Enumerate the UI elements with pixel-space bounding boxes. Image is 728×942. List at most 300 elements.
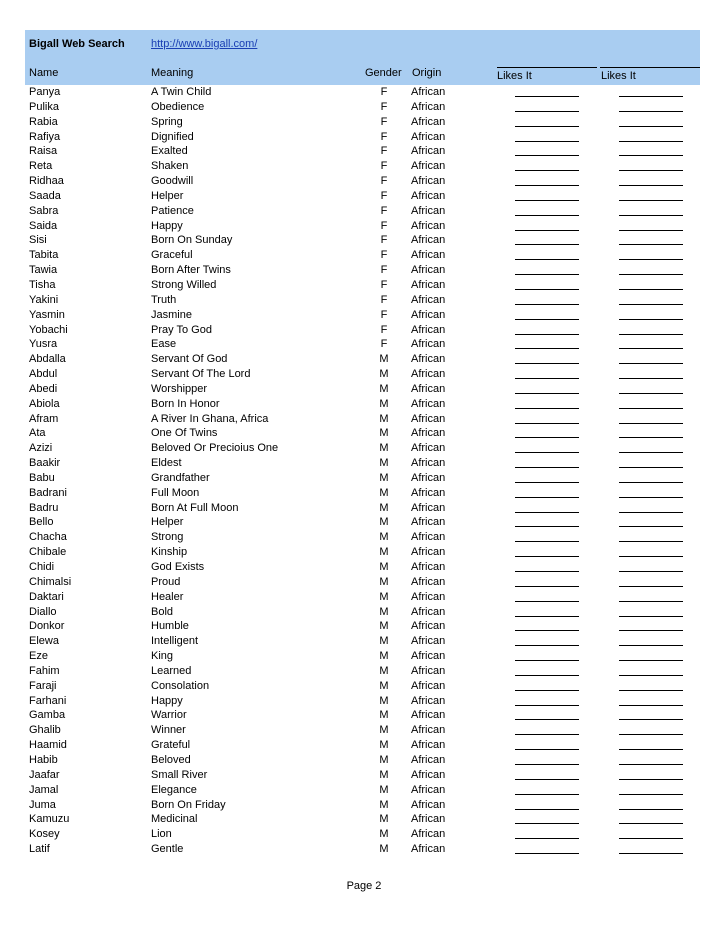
origin-cell: African xyxy=(411,115,446,128)
table-row xyxy=(25,233,700,248)
origin-cell: African xyxy=(411,724,446,737)
origin-cell: African xyxy=(411,353,446,366)
meaning-cell: Goodwill xyxy=(151,175,194,188)
gender-cell: M xyxy=(379,501,389,514)
table-row xyxy=(25,708,700,723)
gender-cell: F xyxy=(380,145,388,158)
gender-cell: M xyxy=(379,457,389,470)
column-header-name: Name xyxy=(29,67,59,79)
name-cell: Sabra xyxy=(29,204,59,217)
table-row xyxy=(25,204,700,219)
table-row xyxy=(25,827,700,842)
name-cell: Ridhaa xyxy=(29,175,64,188)
likes-it-blank-2 xyxy=(619,541,683,542)
gender-cell: M xyxy=(379,679,389,692)
table-row xyxy=(25,115,700,130)
gender-cell: M xyxy=(379,590,389,603)
likes-it-blank-1 xyxy=(515,541,579,542)
origin-cell: African xyxy=(411,382,446,395)
gender-cell: F xyxy=(380,249,388,262)
gender-cell: M xyxy=(379,739,389,752)
origin-cell: African xyxy=(411,219,446,232)
likes-it-blank-1 xyxy=(515,571,579,572)
origin-cell: African xyxy=(411,605,446,618)
origin-cell: African xyxy=(411,664,446,677)
table-row xyxy=(25,501,700,516)
meaning-cell: Born After Twins xyxy=(151,264,231,277)
name-cell: Rabia xyxy=(29,115,58,128)
gender-cell: M xyxy=(379,486,389,499)
origin-cell: African xyxy=(411,189,446,202)
likes-it-blank-1 xyxy=(515,853,579,854)
name-cell: Badru xyxy=(29,501,59,514)
meaning-cell: Ease xyxy=(151,338,177,351)
name-cell: Donkor xyxy=(29,620,65,633)
name-cell: Afram xyxy=(29,412,59,425)
likes-it-blank-2 xyxy=(619,719,683,720)
name-cell: Raisa xyxy=(29,145,58,158)
gender-cell: M xyxy=(379,694,389,707)
likes-it-blank-1 xyxy=(515,289,579,290)
table-row xyxy=(25,842,700,857)
table-row xyxy=(25,456,700,471)
column-header-origin: Origin xyxy=(412,67,442,79)
table-row xyxy=(25,219,700,234)
table-row xyxy=(25,664,700,679)
likes-it-blank-2 xyxy=(619,675,683,676)
table-row xyxy=(25,738,700,753)
gender-cell: M xyxy=(379,664,389,677)
likes-it-blank-2 xyxy=(619,705,683,706)
origin-cell: African xyxy=(411,709,446,722)
meaning-cell: Happy xyxy=(151,219,183,232)
name-cell: Fahim xyxy=(29,664,60,677)
gender-cell: M xyxy=(379,620,389,633)
name-cell: Abedi xyxy=(29,382,58,395)
name-cell: Gamba xyxy=(29,709,66,722)
meaning-cell: Obedience xyxy=(151,100,205,113)
meaning-cell: Truth xyxy=(151,293,177,306)
table-row xyxy=(25,323,700,338)
table-row xyxy=(25,634,700,649)
table-row xyxy=(25,412,700,427)
name-cell: Bello xyxy=(29,516,54,529)
table-row xyxy=(25,486,700,501)
likes-it-blank-2 xyxy=(619,170,683,171)
origin-cell: African xyxy=(411,427,446,440)
table-row xyxy=(25,530,700,545)
origin-cell: African xyxy=(411,501,446,514)
likes-it-blank-1 xyxy=(515,111,579,112)
name-cell: Faraji xyxy=(29,679,57,692)
name-cell: Eze xyxy=(29,650,48,663)
likes-it-blank-2 xyxy=(619,259,683,260)
origin-cell: African xyxy=(411,531,446,544)
likes-it-blank-1 xyxy=(515,660,579,661)
gender-cell: M xyxy=(379,843,389,856)
likes-it-blank-2 xyxy=(619,764,683,765)
table-row xyxy=(25,679,700,694)
likes-it-blank-1 xyxy=(515,794,579,795)
likes-it-blank-1 xyxy=(515,96,579,97)
likes-it-blank-1 xyxy=(515,690,579,691)
name-cell: Yasmin xyxy=(29,308,65,321)
gender-cell: F xyxy=(380,264,388,277)
likes-it-blank-1 xyxy=(515,244,579,245)
gender-cell: M xyxy=(379,635,389,648)
likes-it-blank-2 xyxy=(619,838,683,839)
likes-it-blank-1 xyxy=(515,705,579,706)
name-cell: Saada xyxy=(29,189,61,202)
likes-it-blank-1 xyxy=(515,200,579,201)
gender-cell: M xyxy=(379,353,389,366)
likes-it-blank-2 xyxy=(619,348,683,349)
gender-cell: F xyxy=(380,160,388,173)
gender-cell: M xyxy=(379,397,389,410)
origin-cell: African xyxy=(411,783,446,796)
gender-cell: M xyxy=(379,605,389,618)
gender-cell: F xyxy=(380,278,388,291)
likes-it-blank-1 xyxy=(515,586,579,587)
name-cell: Kosey xyxy=(29,828,60,841)
table-row xyxy=(25,144,700,159)
origin-cell: African xyxy=(411,739,446,752)
gender-cell: M xyxy=(379,783,389,796)
likes-it-blank-1 xyxy=(515,734,579,735)
table-row xyxy=(25,694,700,709)
gender-cell: M xyxy=(379,724,389,737)
meaning-cell: Helper xyxy=(151,516,184,529)
table-row xyxy=(25,426,700,441)
gender-cell: F xyxy=(380,86,388,98)
origin-cell: African xyxy=(411,160,446,173)
likes-it-blank-2 xyxy=(619,601,683,602)
origin-cell: African xyxy=(411,516,446,529)
likes-it-blank-1 xyxy=(515,452,579,453)
likes-it-blank-1 xyxy=(515,215,579,216)
name-cell: Yusra xyxy=(29,338,58,351)
meaning-cell: Intelligent xyxy=(151,635,199,648)
gender-cell: M xyxy=(379,471,389,484)
likes-it-blank-2 xyxy=(619,141,683,142)
likes-it-blank-1 xyxy=(515,304,579,305)
gender-cell: F xyxy=(380,234,388,247)
likes-it-blank-2 xyxy=(619,393,683,394)
table-row xyxy=(25,85,700,100)
names-table xyxy=(25,85,700,857)
table-row xyxy=(25,723,700,738)
name-cell: Panya xyxy=(29,86,61,98)
meaning-cell: Proud xyxy=(151,575,181,588)
likes-it-blank-2 xyxy=(619,289,683,290)
likes-it-blank-1 xyxy=(515,334,579,335)
meaning-cell: Healer xyxy=(151,590,184,603)
meaning-cell: Graceful xyxy=(151,249,193,262)
origin-cell: African xyxy=(411,249,446,262)
origin-cell: African xyxy=(411,768,446,781)
table-row xyxy=(25,100,700,115)
meaning-cell: Winner xyxy=(151,724,186,737)
table-row xyxy=(25,471,700,486)
likes-it-blank-1 xyxy=(515,274,579,275)
origin-cell: African xyxy=(411,175,446,188)
gender-cell: M xyxy=(379,382,389,395)
meaning-cell: King xyxy=(151,650,174,663)
meaning-cell: Helper xyxy=(151,189,184,202)
table-row xyxy=(25,382,700,397)
origin-cell: African xyxy=(411,813,446,826)
table-row xyxy=(25,649,700,664)
site-title: Bigall Web Search xyxy=(29,38,125,50)
likes-it-blank-2 xyxy=(619,779,683,780)
likes-it-blank-2 xyxy=(619,749,683,750)
table-row xyxy=(25,248,700,263)
likes-it-blank-2 xyxy=(619,378,683,379)
meaning-cell: Born On Sunday xyxy=(151,234,233,247)
likes-it-blank-2 xyxy=(619,304,683,305)
gender-cell: M xyxy=(379,427,389,440)
meaning-cell: Servant Of God xyxy=(151,353,228,366)
likes-it-blank-1 xyxy=(515,616,579,617)
origin-cell: African xyxy=(411,323,446,336)
name-cell: Chidi xyxy=(29,561,55,573)
likes-it-blank-2 xyxy=(619,423,683,424)
meaning-cell: Kinship xyxy=(151,546,188,559)
likes-it-blank-2 xyxy=(619,467,683,468)
likes-it-blank-2 xyxy=(619,794,683,795)
meaning-cell: Spring xyxy=(151,115,183,128)
origin-cell: African xyxy=(411,471,446,484)
name-cell: Abdul xyxy=(29,368,58,381)
likes-it-blank-1 xyxy=(515,423,579,424)
meaning-cell: Beloved Or Precioius One xyxy=(151,442,279,455)
likes-it-blank-2 xyxy=(619,126,683,127)
meaning-cell: Grandfather xyxy=(151,471,210,484)
likes-it-blank-2 xyxy=(619,571,683,572)
table-row xyxy=(25,397,700,412)
meaning-cell: Beloved xyxy=(151,753,191,766)
gender-cell: M xyxy=(379,561,389,573)
likes-it-blank-1 xyxy=(515,185,579,186)
table-row xyxy=(25,798,700,813)
likes-it-blank-1 xyxy=(515,809,579,810)
gender-cell: M xyxy=(379,442,389,455)
origin-cell: African xyxy=(411,561,446,573)
table-row xyxy=(25,560,700,575)
gender-cell: M xyxy=(379,753,389,766)
table-row xyxy=(25,590,700,605)
meaning-cell: Gentle xyxy=(151,843,184,856)
meaning-cell: Pray To God xyxy=(151,323,212,336)
origin-cell: African xyxy=(411,546,446,559)
likes-it-blank-2 xyxy=(619,334,683,335)
likes-it-blank-1 xyxy=(515,170,579,171)
origin-cell: African xyxy=(411,412,446,425)
table-row xyxy=(25,545,700,560)
table-row xyxy=(25,263,700,278)
name-cell: Habib xyxy=(29,753,58,766)
table-row xyxy=(25,337,700,352)
table-row xyxy=(25,367,700,382)
likes-it-blank-2 xyxy=(619,734,683,735)
meaning-cell: One Of Twins xyxy=(151,427,218,440)
gender-cell: M xyxy=(379,531,389,544)
origin-cell: African xyxy=(411,100,446,113)
name-cell: Tabita xyxy=(29,249,59,262)
table-row xyxy=(25,293,700,308)
gender-cell: M xyxy=(379,813,389,826)
likes-it-blank-1 xyxy=(515,556,579,557)
meaning-cell: God Exists xyxy=(151,561,205,573)
name-cell: Chimalsi xyxy=(29,575,72,588)
name-cell: Yakini xyxy=(29,293,59,306)
name-cell: Badrani xyxy=(29,486,67,499)
table-row xyxy=(25,174,700,189)
likes-it-blank-2 xyxy=(619,526,683,527)
table-row xyxy=(25,159,700,174)
column-header-gender: Gender xyxy=(365,67,402,79)
table-row xyxy=(25,812,700,827)
meaning-cell: Full Moon xyxy=(151,486,200,499)
likes-it-blank-1 xyxy=(515,749,579,750)
name-cell: Elewa xyxy=(29,635,59,648)
table-row xyxy=(25,441,700,456)
likes-it-blank-2 xyxy=(619,437,683,438)
gender-cell: F xyxy=(380,308,388,321)
gender-cell: F xyxy=(380,204,388,217)
likes-it-blank-2 xyxy=(619,586,683,587)
likes-it-blank-2 xyxy=(619,215,683,216)
likes-it-blank-2 xyxy=(619,823,683,824)
name-cell: Jaafar xyxy=(29,768,60,781)
meaning-cell: Born On Friday xyxy=(151,798,226,811)
likes-it-blank-2 xyxy=(619,482,683,483)
origin-cell: African xyxy=(411,694,446,707)
likes-it-blank-1 xyxy=(515,126,579,127)
table-row xyxy=(25,189,700,204)
meaning-cell: Patience xyxy=(151,204,194,217)
meaning-cell: Strong xyxy=(151,531,184,544)
name-cell: Jamal xyxy=(29,783,59,796)
likes-it-blank-2 xyxy=(619,809,683,810)
table-row xyxy=(25,768,700,783)
likes-it-blank-1 xyxy=(515,155,579,156)
name-cell: Yobachi xyxy=(29,323,68,336)
gender-cell: M xyxy=(379,516,389,529)
likes-it-1-rule xyxy=(497,67,597,68)
likes-it-blank-1 xyxy=(515,526,579,527)
table-row xyxy=(25,605,700,620)
meaning-cell: A River In Ghana, Africa xyxy=(151,412,269,425)
column-header-meaning: Meaning xyxy=(151,67,194,79)
gender-cell: M xyxy=(379,798,389,811)
origin-cell: African xyxy=(411,679,446,692)
origin-cell: African xyxy=(411,650,446,663)
origin-cell: African xyxy=(411,590,446,603)
likes-it-blank-1 xyxy=(515,319,579,320)
meaning-cell: Medicinal xyxy=(151,813,198,826)
origin-cell: African xyxy=(411,338,446,351)
origin-cell: African xyxy=(411,145,446,158)
name-cell: Ghalib xyxy=(29,724,61,737)
table-row xyxy=(25,619,700,634)
likes-it-blank-2 xyxy=(619,230,683,231)
name-cell: Saida xyxy=(29,219,58,232)
likes-it-blank-2 xyxy=(619,319,683,320)
table-row xyxy=(25,575,700,590)
likes-it-blank-1 xyxy=(515,719,579,720)
likes-it-blank-2 xyxy=(619,96,683,97)
origin-cell: African xyxy=(411,828,446,841)
gender-cell: F xyxy=(380,323,388,336)
name-cell: Sisi xyxy=(29,234,47,247)
meaning-cell: Eldest xyxy=(151,457,182,470)
likes-it-blank-2 xyxy=(619,185,683,186)
gender-cell: M xyxy=(379,575,389,588)
name-cell: Rafiya xyxy=(29,130,61,143)
likes-it-blank-2 xyxy=(619,200,683,201)
likes-it-blank-2 xyxy=(619,512,683,513)
likes-it-blank-2 xyxy=(619,111,683,112)
table-row xyxy=(25,515,700,530)
gender-cell: M xyxy=(379,709,389,722)
name-cell: Reta xyxy=(29,160,53,173)
gender-cell: F xyxy=(380,175,388,188)
name-cell: Ata xyxy=(29,427,46,440)
origin-cell: African xyxy=(411,620,446,633)
gender-cell: M xyxy=(379,828,389,841)
name-cell: Juma xyxy=(29,798,56,811)
origin-cell: African xyxy=(411,575,446,588)
likes-it-blank-2 xyxy=(619,497,683,498)
likes-it-blank-1 xyxy=(515,779,579,780)
likes-it-blank-1 xyxy=(515,838,579,839)
name-cell: Haamid xyxy=(29,739,67,752)
column-header-likes-it-2: Likes It xyxy=(601,70,636,82)
meaning-cell: Humble xyxy=(151,620,189,633)
likes-it-blank-1 xyxy=(515,393,579,394)
origin-cell: African xyxy=(411,264,446,277)
origin-cell: African xyxy=(411,293,446,306)
meaning-cell: Jasmine xyxy=(151,308,192,321)
origin-cell: African xyxy=(411,457,446,470)
meaning-cell: Born In Honor xyxy=(151,397,220,410)
gender-cell: M xyxy=(379,546,389,559)
meaning-cell: Consolation xyxy=(151,679,210,692)
name-cell: Kamuzu xyxy=(29,813,70,826)
table-row xyxy=(25,753,700,768)
likes-it-blank-1 xyxy=(515,823,579,824)
name-cell: Pulika xyxy=(29,100,59,113)
likes-it-blank-2 xyxy=(619,630,683,631)
meaning-cell: Dignified xyxy=(151,130,194,143)
gender-cell: F xyxy=(380,293,388,306)
likes-it-blank-1 xyxy=(515,497,579,498)
likes-it-blank-2 xyxy=(619,556,683,557)
table-row xyxy=(25,352,700,367)
site-url-link[interactable]: http://www.bigall.com/ xyxy=(151,38,258,50)
name-cell: Farhani xyxy=(29,694,67,707)
origin-cell: African xyxy=(411,635,446,648)
meaning-cell: Bold xyxy=(151,605,174,618)
likes-it-blank-2 xyxy=(619,616,683,617)
likes-it-blank-2 xyxy=(619,408,683,409)
column-header-likes-it-1: Likes It xyxy=(497,70,532,82)
likes-it-blank-1 xyxy=(515,512,579,513)
likes-it-blank-1 xyxy=(515,363,579,364)
meaning-cell: Shaken xyxy=(151,160,189,173)
meaning-cell: Born At Full Moon xyxy=(151,501,239,514)
